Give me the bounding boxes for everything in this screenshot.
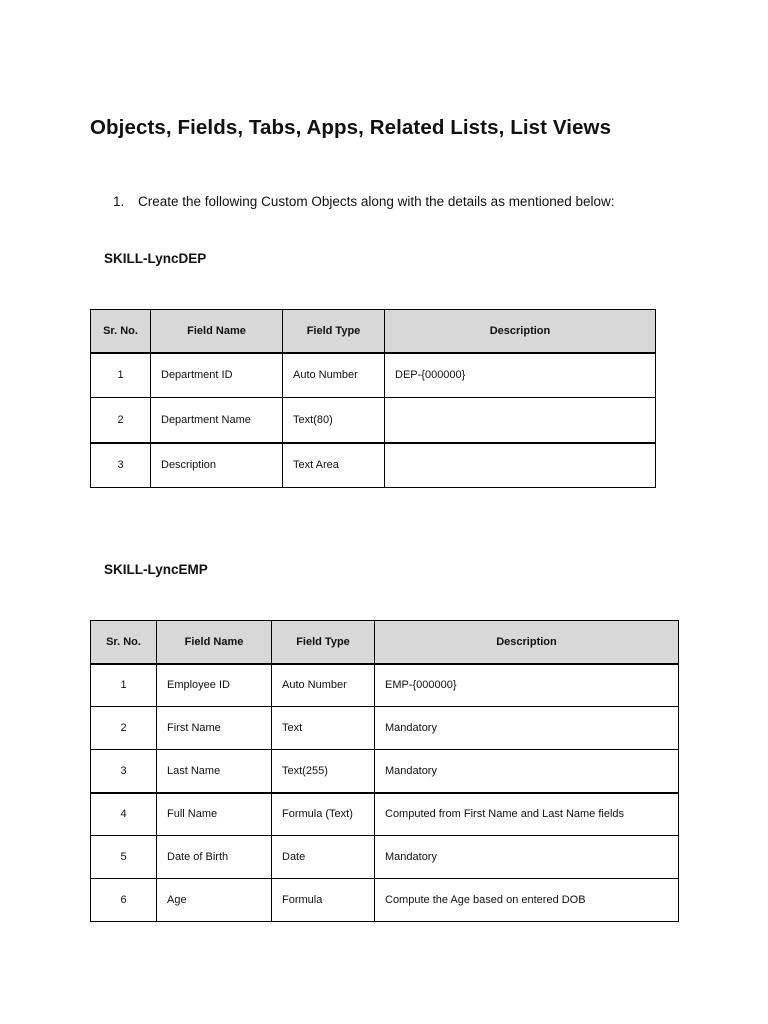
cell-field-name: Full Name (157, 793, 272, 836)
table-header-row (91, 310, 656, 353)
table-row (91, 879, 679, 922)
cell-description (385, 398, 656, 443)
cell-description: Mandatory (375, 707, 679, 750)
table-row (91, 664, 679, 707)
cell-field-type: Text(80) (283, 398, 385, 443)
column-header-description: Description (385, 310, 656, 353)
cell-field-name: Employee ID (157, 664, 272, 707)
emp-fields-table (90, 620, 679, 922)
column-header-field-name: Field Name (151, 310, 283, 353)
column-header-srno: Sr. No. (91, 621, 157, 664)
cell-srno: 2 (91, 707, 157, 750)
instruction-item (113, 194, 615, 209)
cell-field-type: Text (272, 707, 375, 750)
table-row (91, 443, 656, 488)
emp-object-heading: SKILL-LyncEMP (104, 562, 208, 577)
cell-field-name: Description (151, 443, 283, 488)
cell-field-type: Formula (272, 879, 375, 922)
cell-field-name: First Name (157, 707, 272, 750)
dep-object-heading: SKILL-LyncDEP (104, 251, 207, 266)
column-header-description: Description (375, 621, 679, 664)
table-header-row (91, 621, 679, 664)
column-header-srno: Sr. No. (91, 310, 151, 353)
cell-srno: 2 (91, 398, 151, 443)
instruction-text: Create the following Custom Objects along with the details as mentioned below: (138, 194, 615, 209)
table-row (91, 353, 656, 398)
cell-field-type: Text Area (283, 443, 385, 488)
cell-srno: 1 (91, 353, 151, 398)
cell-srno: 3 (91, 443, 151, 488)
cell-description (385, 443, 656, 488)
cell-srno: 3 (91, 750, 157, 793)
column-header-field-type: Field Type (283, 310, 385, 353)
page-title: Objects, Fields, Tabs, Apps, Related Lists, List Views (90, 116, 612, 139)
table-row (91, 836, 679, 879)
cell-srno: 6 (91, 879, 157, 922)
table-row (91, 750, 679, 793)
cell-srno: 5 (91, 836, 157, 879)
dep-fields-table (90, 309, 656, 488)
table-row (91, 793, 679, 836)
cell-field-type: Auto Number (272, 664, 375, 707)
cell-field-name: Last Name (157, 750, 272, 793)
table-row (91, 707, 679, 750)
cell-field-type: Date (272, 836, 375, 879)
cell-field-name: Department Name (151, 398, 283, 443)
column-header-field-name: Field Name (157, 621, 272, 664)
cell-description: Mandatory (375, 836, 679, 879)
cell-srno: 1 (91, 664, 157, 707)
cell-field-name: Age (157, 879, 272, 922)
cell-description: Compute the Age based on entered DOB (375, 879, 679, 922)
cell-field-name: Date of Birth (157, 836, 272, 879)
cell-field-type: Formula (Text) (272, 793, 375, 836)
cell-field-type: Text(255) (272, 750, 375, 793)
table-row (91, 398, 656, 443)
cell-description: Mandatory (375, 750, 679, 793)
cell-field-name: Department ID (151, 353, 283, 398)
cell-description: DEP-{000000} (385, 353, 656, 398)
cell-description: EMP-{000000} (375, 664, 679, 707)
cell-description: Computed from First Name and Last Name fields (375, 793, 679, 836)
column-header-field-type: Field Type (272, 621, 375, 664)
cell-srno: 4 (91, 793, 157, 836)
instruction-number: 1. (113, 194, 125, 209)
cell-field-type: Auto Number (283, 353, 385, 398)
